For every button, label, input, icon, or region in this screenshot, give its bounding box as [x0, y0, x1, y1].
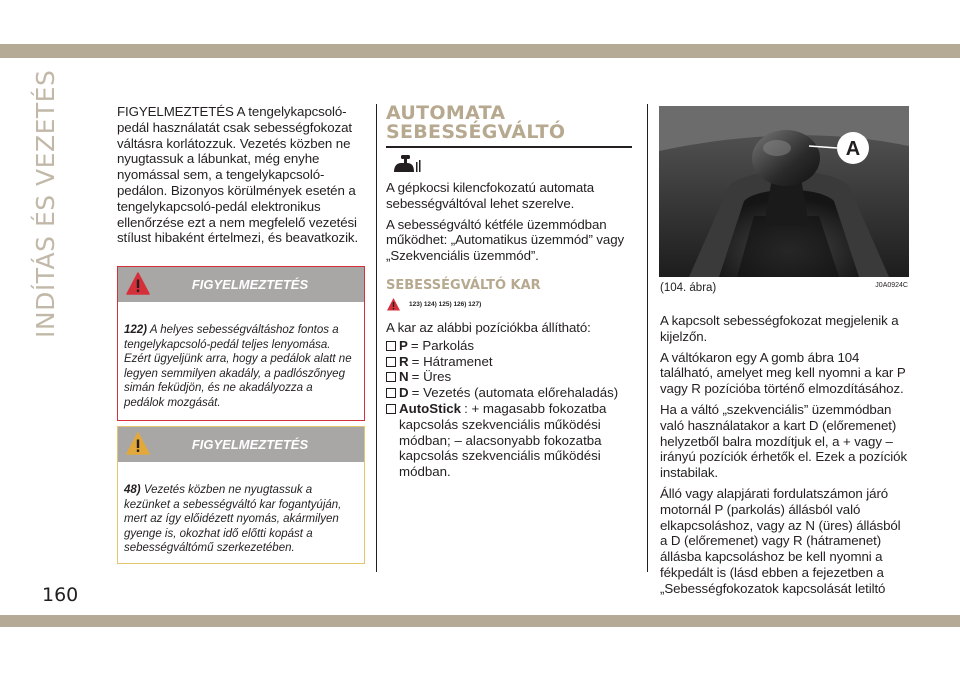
- gear-text: = Vezetés (automata előrehaladás): [411, 385, 619, 401]
- paragraph: A váltókaron egy A gomb ábra 104 található, amelyet meg kell nyomni a kar P vagy R pozícióba történő elmozdításához.: [660, 349, 906, 397]
- left-column: [117, 104, 365, 246]
- gear-key: AutoStick: [399, 400, 462, 416]
- figure-caption: [660, 282, 908, 294]
- gear-key: D: [399, 385, 409, 401]
- chapter-side-title: INDÍTÁS ÉS VEZETÉS: [31, 69, 60, 338]
- gear-shifter-illustration: [659, 106, 909, 277]
- warning-header: [118, 427, 364, 462]
- warning-text: Vezetés közben ne nyugtassuk a kezünket a sebességváltó kar fogantyúján, mert az így előidézett nyomás, akármilyen gyenge is, okozhat idő előtti kopást a sebességváltómű szerkezetében.: [124, 484, 342, 555]
- paragraph: A sebességváltó kétféle üzemmódban működhet: „Automatikus üzemmód” vagy „Szekvenciális üzemmód”.: [386, 216, 625, 264]
- heading-line: AUTOMATA: [386, 102, 506, 124]
- column-divider: [376, 104, 377, 572]
- checkbox-square-icon: [386, 372, 396, 382]
- checkbox-square-icon: [386, 388, 396, 398]
- paragraph: A gépkocsi kilencfokozatú automata sebességváltóval lehet szerelve.: [386, 180, 594, 211]
- gear-position-item: [386, 354, 636, 370]
- gear-position-item: [386, 369, 636, 385]
- gear-text: : + magasabb fokozatba kapcsolás szekvenciális működési módban; – alacsonyabb fokozatba kapcsolás szekvenciális működési módban.: [399, 400, 607, 480]
- paragraph: A kapcsolt sebességfokozat megjelenik a kijelzőn.: [660, 313, 899, 344]
- warning-number: 48): [124, 484, 141, 496]
- heading-rule: [386, 146, 632, 148]
- references: [386, 297, 636, 312]
- page-number: 160: [42, 584, 79, 606]
- gear-key: N: [399, 369, 409, 385]
- gear-position-item: [386, 338, 636, 354]
- top-band: [0, 44, 960, 58]
- paragraph: Ha a váltó „szekvenciális” üzemmódban való használatakor a kart D (előremenet) helyzetből balra mozdítjuk el, a + vagy – irányú pozíciók érhetők el. Ezek a pozíciók instabilak.: [660, 401, 907, 481]
- paragraph: Álló vagy alapjárati fordulatszámon járó motornál P (parkolás) állásból való elkapcsoláshoz, vagy az N (üres) állásból a D (előremenet) vagy R (hátramenet) állásba kapcsoláshoz be kell nyomni a fékpedált is (lásd ebben a fejezetben a „Sebességfokozatok kapcsolását letiltó: [660, 485, 901, 596]
- gear-key: R: [399, 353, 409, 369]
- gear-text: = Hátramenet: [411, 353, 493, 369]
- list-intro: A kar az alábbi pozíciókba állítható:: [386, 319, 591, 335]
- figure-code: J0A0924C: [875, 282, 908, 289]
- clutch-warning-text: FIGYELMEZTETÉS A tengelykapcsoló-pedál használatát csak sebességfokozat váltásra korlátozzuk. Vezetés közben ne nyugtassuk a lábunkat, még enyhe nyomással sem, a tengelykapcsoló-pedálon. Bizonyos körülmények esetén a tengelykapcsoló-pedál elektronikus ellenőrzése ezt a nem megfelelő vezetési stílust hibaként értelmezi, és beavatkozik.: [117, 104, 359, 246]
- gear-shifter-photo: [659, 106, 909, 277]
- gear-key: P: [399, 337, 408, 353]
- heading-line: SEBESSÉGVÁLTÓ: [386, 121, 566, 143]
- warning-box-48: [117, 426, 365, 564]
- gear-position-item: [386, 385, 636, 401]
- right-column: [660, 313, 908, 602]
- warning-body: [118, 302, 364, 411]
- warning-header: [118, 267, 364, 302]
- checkbox-square-icon: [386, 341, 396, 351]
- gear-positions-list: [386, 338, 636, 480]
- subsection-heading: SEBESSÉGVÁLTÓ KAR: [386, 277, 541, 293]
- warning-title: FIGYELMEZTETÉS: [191, 437, 309, 452]
- middle-column: [386, 104, 636, 480]
- warning-text: A helyes sebességváltáshoz fontos a tengelykapcsoló-pedál teljes lenyomása. Ezért ügyeljünk arra, hogy a pedálok alatt ne legyen semmilyen akadály, a padlószőnyeg simán feküdjön, és ne akadályozza a pedálok mozgását.: [124, 324, 352, 409]
- reference-numbers: 123) 124) 125) 126) 127): [409, 300, 482, 308]
- gear-lever-icon: [388, 154, 422, 174]
- warning-triangle-red-icon: [386, 297, 401, 312]
- warning-title: FIGYELMEZTETÉS: [191, 277, 309, 292]
- gear-position-item: [386, 401, 636, 480]
- bottom-band: [0, 615, 960, 627]
- warning-box-122: [117, 266, 365, 421]
- figure-number: (104. ábra): [660, 282, 717, 294]
- checkbox-square-icon: [386, 357, 396, 367]
- warning-body: [118, 462, 364, 556]
- gear-text: = Üres: [411, 369, 452, 385]
- gear-text: = Parkolás: [410, 337, 475, 353]
- checkbox-square-icon: [386, 404, 396, 414]
- warning-number: 122): [124, 324, 148, 336]
- callout-label-a: A: [845, 138, 861, 160]
- column-divider: [647, 104, 648, 572]
- section-heading: [386, 104, 636, 142]
